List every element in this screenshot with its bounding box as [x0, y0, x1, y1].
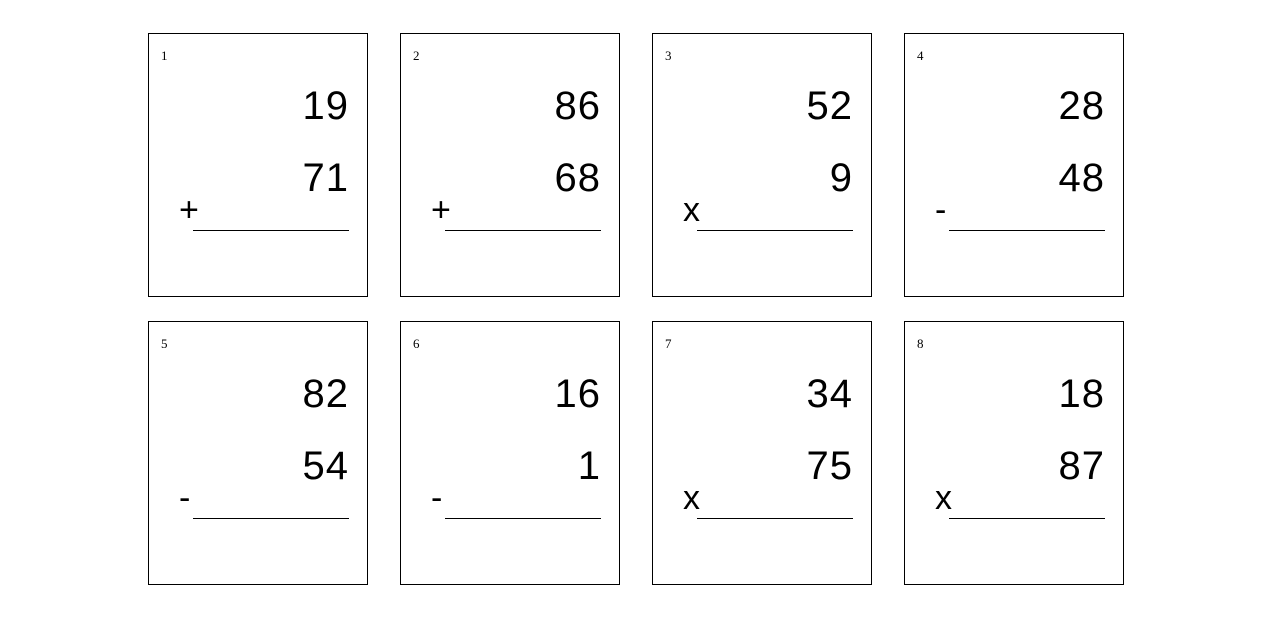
top-operand: 16 — [554, 372, 601, 416]
problem-card[interactable] — [904, 33, 1124, 297]
top-operand-row — [935, 86, 1105, 158]
top-operand-row — [935, 374, 1105, 446]
problem-card[interactable] — [148, 321, 368, 585]
bottom-operand: 54 — [302, 444, 349, 488]
answer-space[interactable] — [935, 231, 1105, 287]
operator-symbol: x — [683, 191, 700, 229]
vertical-calculation — [905, 374, 1123, 575]
top-operand-row — [431, 374, 601, 446]
top-operand-row — [683, 374, 853, 446]
top-operand: 82 — [302, 372, 349, 416]
bottom-operand: 9 — [829, 156, 853, 200]
problem-number: 8 — [917, 336, 924, 351]
problem-number: 1 — [161, 48, 168, 63]
answer-space[interactable] — [683, 231, 853, 287]
answer-space[interactable] — [179, 231, 349, 287]
operator-symbol: x — [683, 479, 700, 517]
top-operand: 86 — [554, 84, 601, 128]
bottom-operand-row — [431, 446, 601, 518]
bottom-operand: 75 — [806, 444, 853, 488]
top-operand: 34 — [806, 372, 853, 416]
problem-card[interactable] — [904, 321, 1124, 585]
top-operand: 28 — [1058, 84, 1105, 128]
problem-number: 5 — [161, 336, 168, 351]
answer-space[interactable] — [935, 519, 1105, 575]
bottom-operand-row — [683, 158, 853, 230]
bottom-operand-row — [935, 446, 1105, 518]
vertical-calculation — [905, 86, 1123, 287]
vertical-calculation — [653, 374, 871, 575]
operator-symbol: x — [935, 479, 952, 517]
vertical-calculation — [401, 374, 619, 575]
bottom-operand-row — [935, 158, 1105, 230]
answer-space[interactable] — [431, 231, 601, 287]
operator-symbol: - — [935, 191, 947, 229]
answer-space[interactable] — [431, 519, 601, 575]
operator-symbol: + — [431, 191, 451, 229]
bottom-operand-row — [179, 158, 349, 230]
problem-card[interactable] — [652, 321, 872, 585]
problem-card[interactable] — [400, 321, 620, 585]
problem-grid — [148, 33, 1124, 585]
operator-symbol: - — [179, 479, 191, 517]
bottom-operand: 1 — [577, 444, 601, 488]
problem-number: 7 — [665, 336, 672, 351]
top-operand-row — [683, 86, 853, 158]
problem-card[interactable] — [148, 33, 368, 297]
operator-symbol: - — [431, 479, 443, 517]
bottom-operand: 48 — [1058, 156, 1105, 200]
top-operand-row — [431, 86, 601, 158]
top-operand: 19 — [302, 84, 349, 128]
vertical-calculation — [401, 86, 619, 287]
vertical-calculation — [149, 374, 367, 575]
top-operand-row — [179, 86, 349, 158]
problem-number: 4 — [917, 48, 924, 63]
vertical-calculation — [653, 86, 871, 287]
answer-space[interactable] — [179, 519, 349, 575]
bottom-operand: 71 — [302, 156, 349, 200]
bottom-operand: 87 — [1058, 444, 1105, 488]
bottom-operand-row — [179, 446, 349, 518]
bottom-operand: 68 — [554, 156, 601, 200]
problem-card[interactable] — [400, 33, 620, 297]
problem-card[interactable] — [652, 33, 872, 297]
problem-number: 3 — [665, 48, 672, 63]
answer-space[interactable] — [683, 519, 853, 575]
vertical-calculation — [149, 86, 367, 287]
top-operand: 18 — [1058, 372, 1105, 416]
top-operand: 52 — [806, 84, 853, 128]
top-operand-row — [179, 374, 349, 446]
bottom-operand-row — [683, 446, 853, 518]
problem-number: 6 — [413, 336, 420, 351]
bottom-operand-row — [431, 158, 601, 230]
operator-symbol: + — [179, 191, 199, 229]
problem-number: 2 — [413, 48, 420, 63]
